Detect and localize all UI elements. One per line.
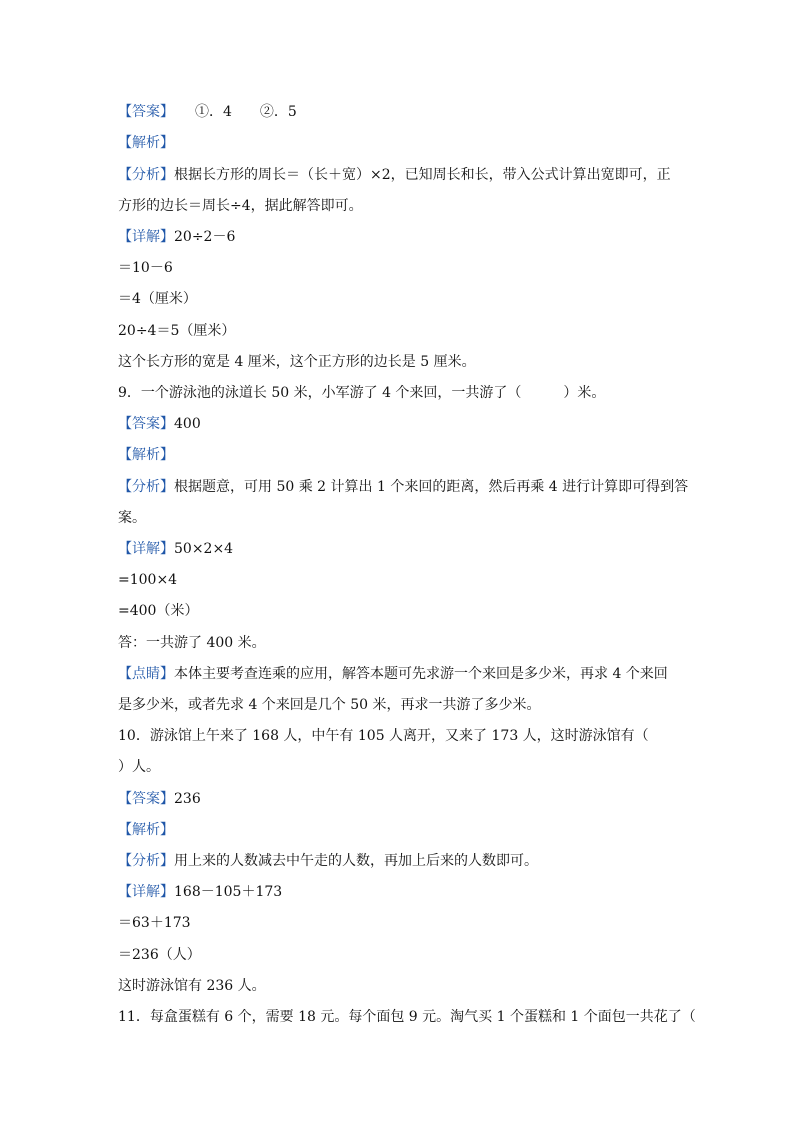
xiangjie-tag: 【详解】 [118,229,174,245]
analysis-line [118,134,174,152]
answer-line [118,790,201,808]
text-line: 方形的边长＝周长÷4，据此解答即可。 [118,198,363,214]
fenxi-tag: 【分析】 [118,853,174,869]
answer-tag: 【答案】 [118,104,167,120]
xiangjie-line [118,883,282,901]
dianjing-line [118,665,668,683]
equation-line: =100×4 [118,572,178,588]
fenxi-line [118,166,671,184]
equation-line: ＝10－6 [118,260,173,276]
fenxi-tag: 【分析】 [118,167,174,183]
equation-line: 20÷4＝5（厘米） [118,323,236,339]
answer-line [118,103,297,121]
xiangjie-tag: 【详解】 [118,541,174,557]
xiangjie-text: 168－105＋173 [174,884,283,900]
dianjing-tag: 【点睛】 [118,666,174,682]
equation-line: ＝63＋173 [118,915,191,931]
xiangjie-text: 20÷2－6 [174,229,236,245]
answer-line [118,415,201,433]
analysis-line [118,821,174,839]
fenxi-text: 用上来的人数减去中午走的人数，再加上后来的人数即可。 [174,853,538,869]
question-9: 9．一个游泳池的泳道长 50 米，小军游了 4 个来回，一共游了（ ）米。 [118,385,606,401]
fenxi-text: 根据长方形的周长＝（长＋宽）×2，已知周长和长，带入公式计算出宽即可，正 [174,167,671,183]
answer-tag: 【答案】 [118,416,174,432]
xiangjie-text: 50×2×4 [174,541,234,557]
fenxi-line [118,852,538,870]
conclusion-line: 答：一共游了 400 米。 [118,635,266,651]
analysis-tag: 【解析】 [118,135,174,151]
text-line: 是多少米，或者先求 4 个来回是几个 50 米，再求一共游了多少米。 [118,697,541,713]
analysis-tag: 【解析】 [118,447,174,463]
fenxi-tag: 【分析】 [118,479,174,495]
analysis-tag: 【解析】 [118,822,174,838]
answer-text: 236 [174,791,201,807]
equation-line: ＝236（人） [118,947,201,963]
analysis-line [118,446,174,464]
fenxi-line [118,478,688,496]
xiangjie-tag: 【详解】 [118,884,174,900]
text-line: 案。 [118,510,146,526]
answer-text: ①．4 ②．5 [167,104,297,120]
answer-tag: 【答案】 [118,791,174,807]
xiangjie-line [118,228,235,246]
equation-line: =400（米） [118,603,199,619]
question-11: 11．每盒蛋糕有 6 个，需要 18 元。每个面包 9 元。淘气买 1 个蛋糕和 1 个面包一共花了（ [118,1009,696,1025]
dianjing-text: 本体主要考查连乘的应用，解答本题可先求游一个来回是多少米，再求 4 个来回 [174,666,668,682]
xiangjie-line [118,540,233,558]
answer-text: 400 [174,416,201,432]
question-10: 10．游泳馆上午来了 168 人，中午有 105 人离开，又来了 173 人，这时游泳馆有（ [118,728,649,744]
question-10-cont: ）人。 [118,759,160,775]
conclusion-line: 这个长方形的宽是 4 厘米，这个正方形的边长是 5 厘米。 [118,354,476,370]
conclusion-line: 这时游泳馆有 236 人。 [118,978,266,994]
equation-line: ＝4（厘米） [118,291,197,307]
fenxi-text: 根据题意，可用 50 乘 2 计算出 1 个来回的距离，然后再乘 4 进行计算即可得到答 [174,479,689,495]
